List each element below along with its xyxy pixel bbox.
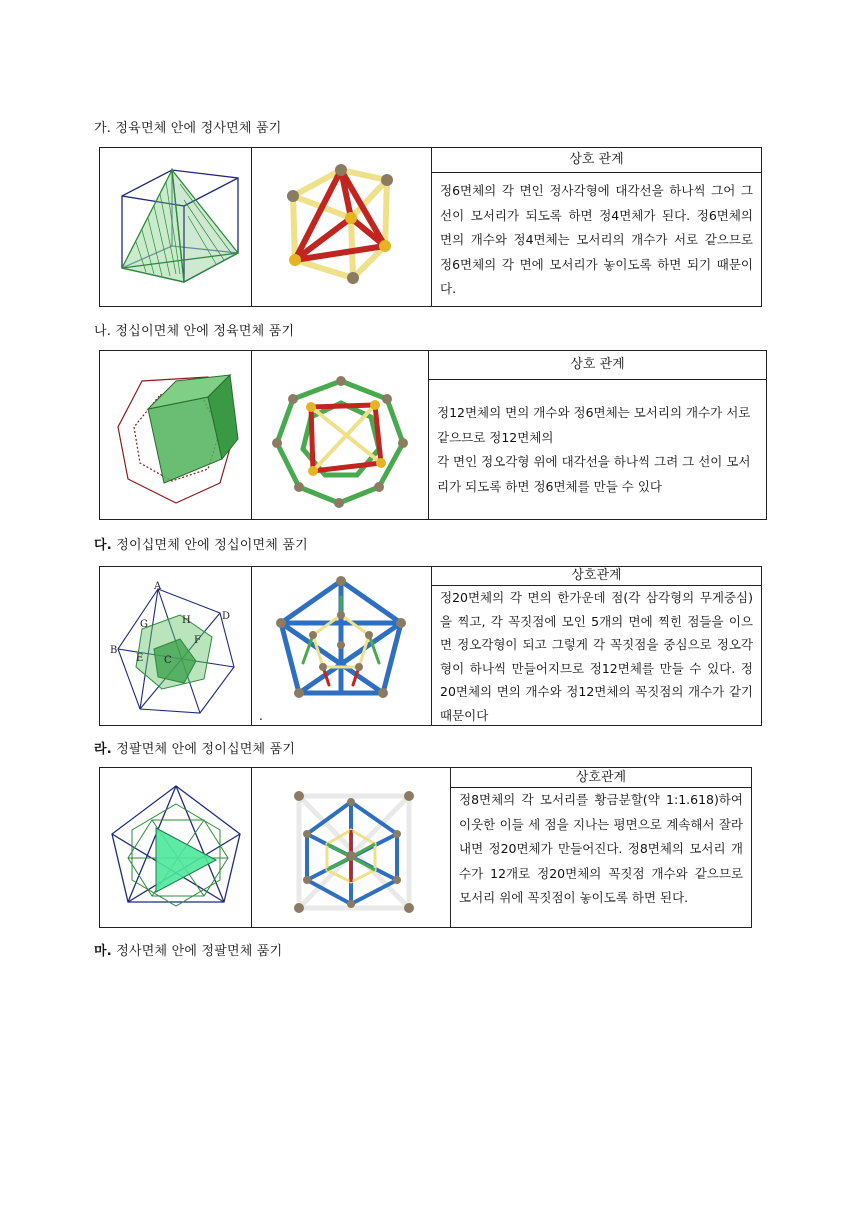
table-na [99, 350, 767, 520]
photo-cell [251, 567, 432, 725]
image-caption: . [259, 709, 263, 723]
relation-column [432, 148, 761, 306]
octahedron-icosahedron-model-photo [251, 768, 450, 927]
relation-column [432, 567, 761, 725]
relation-column [451, 768, 751, 927]
relation-title: 상호관계 [432, 567, 761, 586]
diagram-cell [100, 567, 252, 725]
section-heading-ra [94, 738, 295, 757]
relation-text [429, 380, 766, 499]
table-da [99, 566, 762, 726]
section-heading-ma [94, 940, 282, 959]
heading-prefix: 나. [94, 324, 112, 339]
diagram-label: E [136, 653, 144, 664]
section-heading-da [94, 534, 308, 553]
heading-text: 정이십면체 안에 정십이면체 품기 [111, 538, 308, 553]
icosahedron-dodecahedron-model-photo [251, 567, 431, 725]
heading-prefix: 마. [94, 944, 112, 959]
diagram-label: A [154, 581, 162, 592]
diagram-label: C [164, 655, 172, 666]
photo-cell [251, 768, 451, 927]
relation-column [429, 351, 766, 519]
relation-title: 상호관계 [451, 768, 751, 788]
cube-tetrahedron-diagram [100, 148, 251, 306]
relation-text: 정6면체의 각 면인 정사각형에 대각선을 하나씩 그어 그 선이 모서리가 되도록 하면 정4면체가 된다. 정6면체의 면의 개수와 정4면체는 모서리의 개수가 서로 같으므로 정6면체의 각 면에 모서리가 놓이도록 하면 되기 때문이다. [440, 183, 753, 296]
diagram-cell [100, 768, 252, 927]
relation-title: 상호 관계 [429, 351, 766, 380]
heading-prefix: 라. [94, 742, 112, 757]
relation-text-line: 각 면인 정오각형 위에 대각선을 하나씩 그려 그 선이 모서리가 되도록 하면 정6면체를 만들 수 있다 [437, 454, 751, 494]
heading-text: 정육면체 안에 정사면체 품기 [111, 121, 282, 136]
diagram-label: B [110, 645, 118, 656]
heading-text: 정사면체 안에 정팔면체 품기 [111, 944, 283, 959]
icosahedron-dodecahedron-diagram [100, 567, 251, 725]
table-ga [99, 147, 762, 307]
relation-title: 상호 관계 [432, 148, 761, 173]
heading-text: 정십이면체 안에 정육면체 품기 [111, 324, 295, 339]
table-ra [99, 767, 752, 928]
diagram-label: H [182, 615, 191, 626]
heading-text: 정팔면체 안에 정이십면체 품기 [111, 742, 296, 757]
diagram-label: G [140, 619, 148, 630]
octahedron-icosahedron-diagram [100, 768, 251, 927]
diagram-cell [100, 351, 252, 519]
photo-cell [251, 148, 432, 306]
diagram-label: D [222, 611, 231, 622]
diagram-label: F [194, 635, 201, 646]
dodecahedron-cube-model-photo [251, 351, 428, 519]
relation-text: 정20면체의 각 면의 한가운데 점(각 삼각형의 무게중심)을 찍고, 각 꼭짓점에 모인 5개의 면에 찍힌 점들을 이으면 정오각형이 되고 그렇게 각 꼭짓점을 중심으로 정오각형이 하나씩 만들어지므로 정12면체를 만들 수 있다. 정20면체의 면의 개수와 정12면체의 꼭짓점의 개수가 같기 때문이다 [440, 590, 753, 723]
dodecahedron-cube-diagram [100, 351, 251, 519]
relation-text: 정8면체의 각 모서리를 황금분할(약 1:1.618)하여 이웃한 이들 세 점을 지나는 평면으로 계속해서 잘라내면 정20면체가 만들어진다. 정8면체의 모서리 개수가 12개로 정20면체의 꼭짓점 개수와 같으므로 모서리 위에 꼭짓점이 놓이도록 하면 된다. [459, 792, 743, 905]
diagram-cell [100, 148, 252, 306]
photo-cell [251, 351, 429, 519]
cube-tetrahedron-model-photo [251, 148, 431, 306]
relation-text-line: 정12면체의 면의 개수와 정6면체는 모서리의 개수가 서로 같으므로 정12면체의 [437, 405, 751, 445]
heading-prefix: 다. [94, 538, 112, 553]
heading-prefix: 가. [94, 121, 112, 136]
section-heading-ga [94, 117, 282, 136]
section-heading-na [94, 320, 294, 339]
